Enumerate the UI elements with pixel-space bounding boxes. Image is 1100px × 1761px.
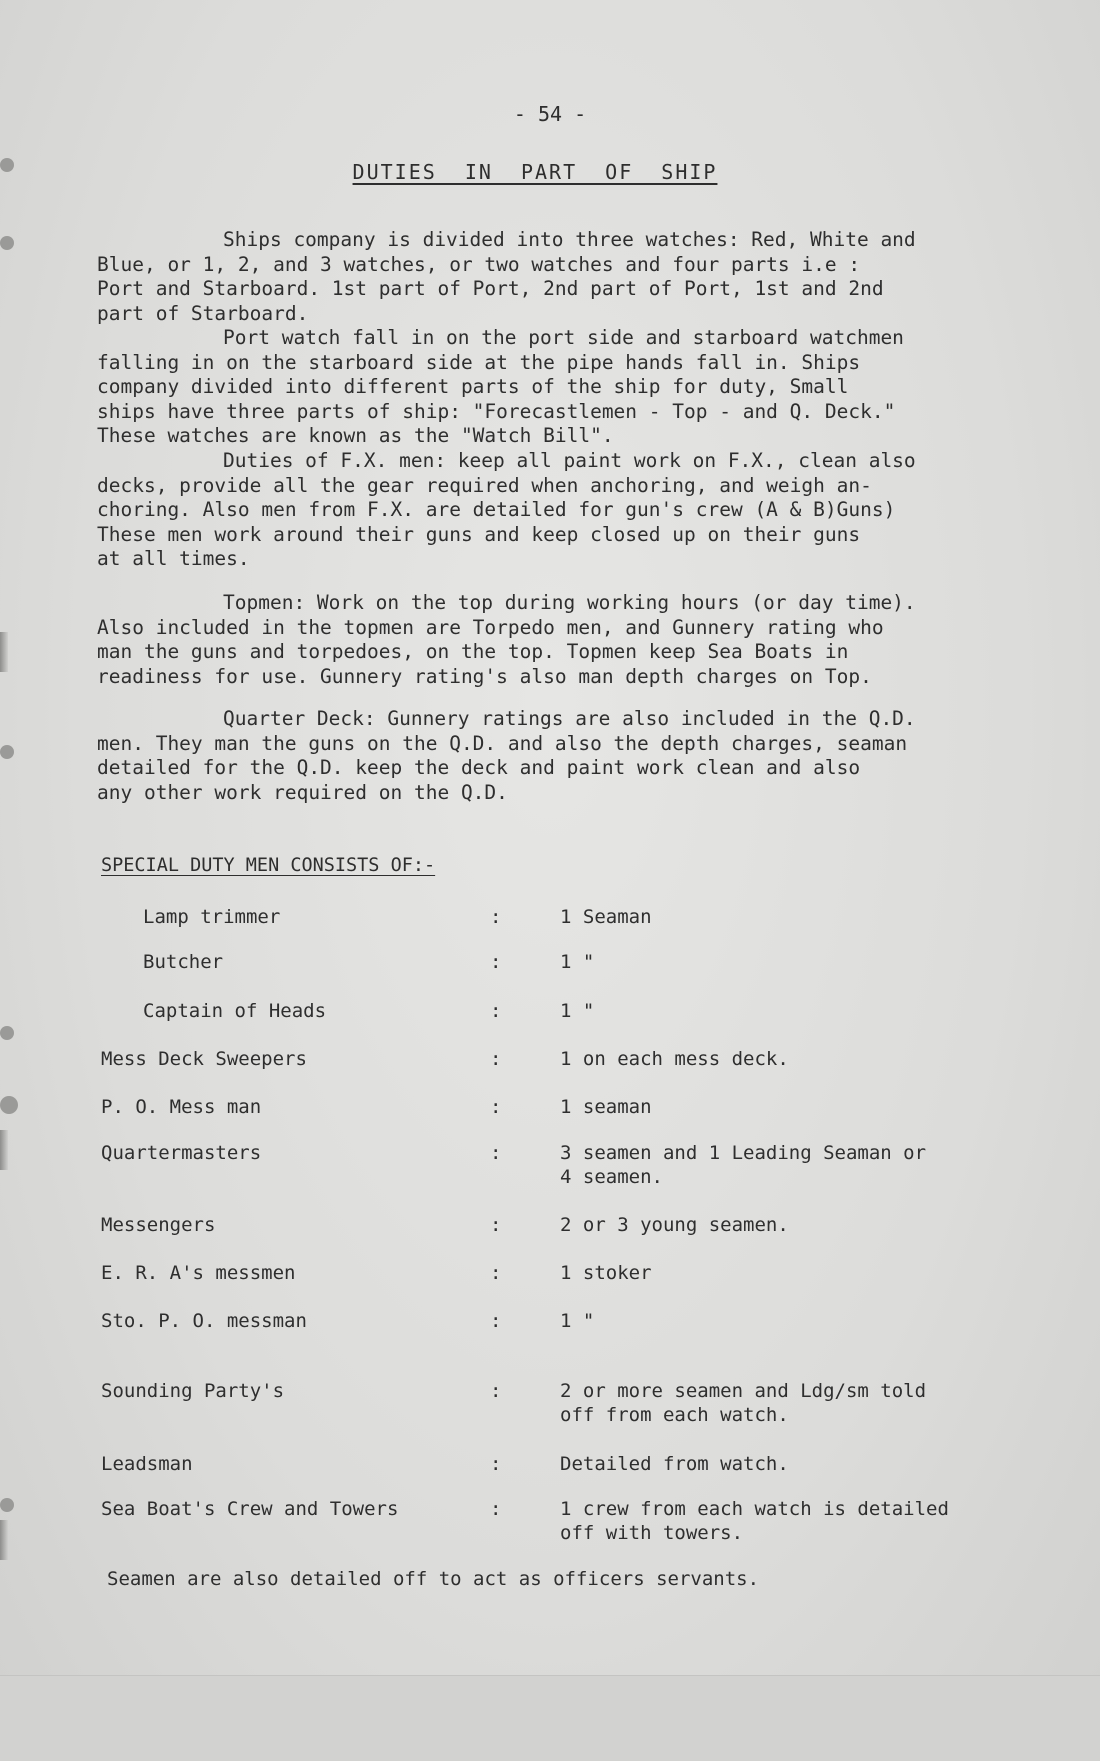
- paragraph-fx-men: Duties of F.X. men: keep all paint work on F.X., clean also decks, provide all the gear required when anchoring, and weigh an- choring. Also men from F.X. are detailed for gun's crew (A & B)Guns) These men work around their guns and keep closed up on their guns at all times.: [97, 449, 916, 570]
- duty-assignment: 2 or 3 young seamen.: [560, 1214, 789, 1236]
- duty-role: Leadsman: [101, 1453, 193, 1475]
- torn-edge: [0, 632, 8, 672]
- duty-assignment: 3 seamen and 1 Leading Seaman or 4 seamen.: [560, 1142, 927, 1188]
- duty-role: Sto. P. O. messman: [101, 1310, 307, 1332]
- torn-edge: [0, 1130, 8, 1170]
- duty-assignment: 1 Seaman: [560, 906, 652, 928]
- duty-colon: :: [490, 1000, 502, 1022]
- paragraph-watch-bill: Port watch fall in on the port side and starboard watchmen falling in on the starboard side at the pipe hands fall in. Ships company divided into different parts of the ship for duty, Small ships have three parts of ship: "Forecastlemen - Top - and Q. Deck." These watches are known as the "Watch Bill".: [97, 326, 904, 447]
- special-duty-heading: SPECIAL DUTY MEN CONSISTS OF:-: [101, 855, 436, 876]
- duty-colon: :: [490, 1498, 502, 1520]
- duty-colon: :: [490, 1380, 502, 1402]
- duty-colon: :: [490, 906, 502, 928]
- duty-role: Mess Deck Sweepers: [101, 1048, 307, 1070]
- duty-role: Quartermasters: [101, 1142, 262, 1164]
- duty-colon: :: [490, 1142, 502, 1164]
- punch-hole: [0, 236, 14, 250]
- page-number: - 54 -: [513, 102, 587, 126]
- duty-assignment: 1 crew from each watch is detailed off with towers.: [560, 1498, 949, 1544]
- duty-assignment: 1 stoker: [560, 1262, 652, 1284]
- duty-assignment: Detailed from watch.: [560, 1453, 789, 1475]
- paragraph-watches: Ships company is divided into three watches: Red, White and Blue, or 1, 2, and 3 watches, or two watches and four parts i.e : Port and Starboard. 1st part of Port, 2nd part of Port, 1st and 2nd part of Starboard.: [97, 228, 916, 325]
- duty-role: P. O. Mess man: [101, 1096, 262, 1118]
- duty-assignment: 1 ": [560, 1310, 595, 1332]
- paper-bottom-edge: [0, 1675, 1100, 1761]
- duty-role: Lamp trimmer: [143, 906, 281, 928]
- closing-note: Seamen are also detailed off to act as officers servants.: [107, 1568, 760, 1590]
- duty-role: Sounding Party's: [101, 1380, 285, 1402]
- punch-hole: [0, 1498, 14, 1512]
- duty-colon: :: [490, 951, 502, 973]
- duty-colon: :: [490, 1310, 502, 1332]
- duty-colon: :: [490, 1048, 502, 1070]
- duty-assignment: 1 ": [560, 1000, 595, 1022]
- duty-role: Butcher: [143, 951, 224, 973]
- duty-role: Messengers: [101, 1214, 216, 1236]
- duty-assignment: 1 ": [560, 951, 595, 973]
- punch-hole: [0, 1096, 18, 1114]
- punch-hole: [0, 1026, 14, 1040]
- duty-colon: :: [490, 1262, 502, 1284]
- duty-assignment: 1 seaman: [560, 1096, 652, 1118]
- duty-colon: :: [490, 1096, 502, 1118]
- torn-edge: [0, 1520, 8, 1560]
- punch-hole: [0, 745, 14, 759]
- page-title: DUTIES IN PART OF SHIP: [352, 160, 718, 184]
- duty-colon: :: [490, 1453, 502, 1475]
- duty-role: E. R. A's messmen: [101, 1262, 296, 1284]
- paragraph-quarter-deck: Quarter Deck: Gunnery ratings are also included in the Q.D. men. They man the guns on the Q.D. and also the depth charges, seaman detailed for the Q.D. keep the deck and paint work clean and also any other work required on the Q.D.: [97, 707, 916, 804]
- duty-assignment: 1 on each mess deck.: [560, 1048, 789, 1070]
- paragraph-topmen: Topmen: Work on the top during working hours (or day time). Also included in the topmen are Torpedo men, and Gunnery rating who man the guns and torpedoes, on the top. Topmen keep Sea Boats in readiness for use. Gunnery rating's also man depth charges on Top.: [97, 591, 916, 688]
- duty-role: Captain of Heads: [143, 1000, 327, 1022]
- duty-assignment: 2 or more seamen and Ldg/sm told off from each watch.: [560, 1380, 927, 1426]
- duty-role: Sea Boat's Crew and Towers: [101, 1498, 399, 1520]
- duty-colon: :: [490, 1214, 502, 1236]
